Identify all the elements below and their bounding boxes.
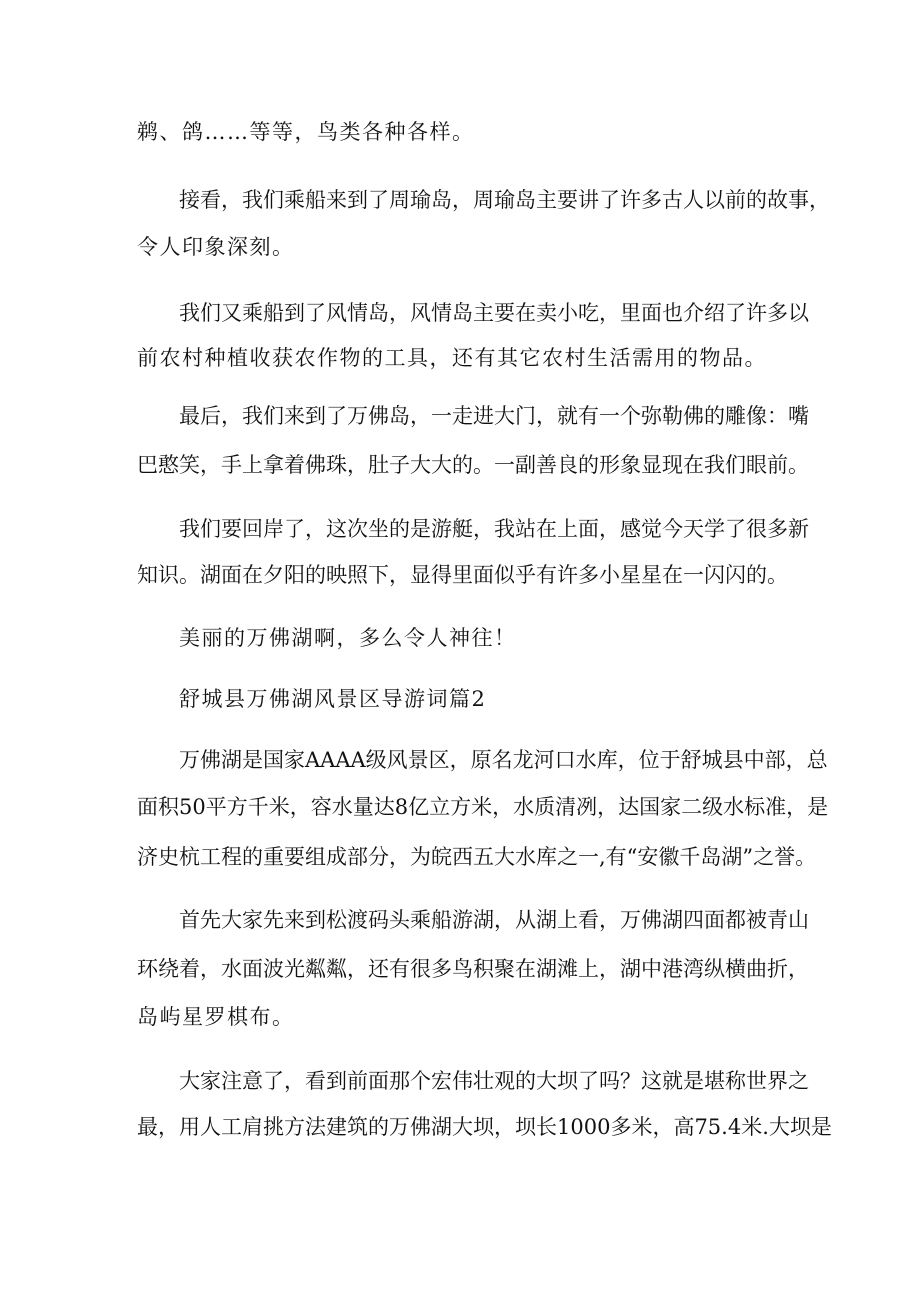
paragraph-first-line: 大家注意了，看到前面那个宏伟壮观的大坝了吗？这就是堪称世界之 (179, 1069, 809, 1093)
section-heading: 舒城县万佛湖风景区导游词篇2 (179, 687, 487, 711)
paragraph-first-line: 最后，我们来到了万佛岛，一走进大门，就有一个弥勒佛的雕像：嘴 (179, 404, 809, 428)
text-line: 环绕着，水面波光粼粼，还有很多鸟积聚在湖滩上，湖中港湾纵横曲折， (137, 957, 809, 981)
text-line: 鹈、鸽……等等，鸟类各种各样。 (137, 120, 475, 144)
paragraph-first-line: 首先大家先来到松渡码头乘船游湖，从湖上看，万佛湖四面都被青山 (179, 908, 809, 932)
text-line: 济史杭工程的重要组成部分，为皖西五大水库之一,有“安徽千岛湖”之誉。 (137, 845, 817, 869)
text-line: 令人印象深刻。 (137, 235, 295, 259)
text-line: 美丽的万佛湖啊，多么令人神往！ (179, 626, 517, 650)
paragraph-first-line: 我们要回岸了，这次坐的是游艇，我站在上面，感觉今天学了很多新 (179, 517, 809, 541)
text-line: 最，用人工肩挑方法建筑的万佛湖大坝，坝长1000多米，高75.4米.大坝是 (137, 1115, 832, 1139)
text-line: 前农村种植收获农作物的工具，还有其它农村生活需用的物品。 (137, 346, 767, 370)
paragraph-first-line: 万佛湖是国家AAAA级风景区，原名龙河口水库，位于舒城县中部，总 (179, 748, 828, 772)
text-line: 岛屿星罗棋布。 (137, 1005, 295, 1029)
text-line: 知识。湖面在夕阳的映照下，显得里面似乎有许多小星星在一闪闪的。 (137, 563, 788, 587)
paragraph-first-line: 我们又乘船到了风情岛，风情岛主要在卖小吃，里面也介绍了许多以 (179, 301, 809, 325)
text-line: 面积50平方千米，容水量达8亿立方米，水质清冽，达国家二级水标准，是 (137, 795, 829, 819)
text-line: 巴憨笑，手上拿着佛珠，肚子大大的。一副善良的形象显现在我们眼前。 (137, 453, 809, 477)
paragraph-first-line: 接看，我们乘船来到了周瑜岛，周瑜岛主要讲了许多古人以前的故事， (179, 188, 830, 212)
